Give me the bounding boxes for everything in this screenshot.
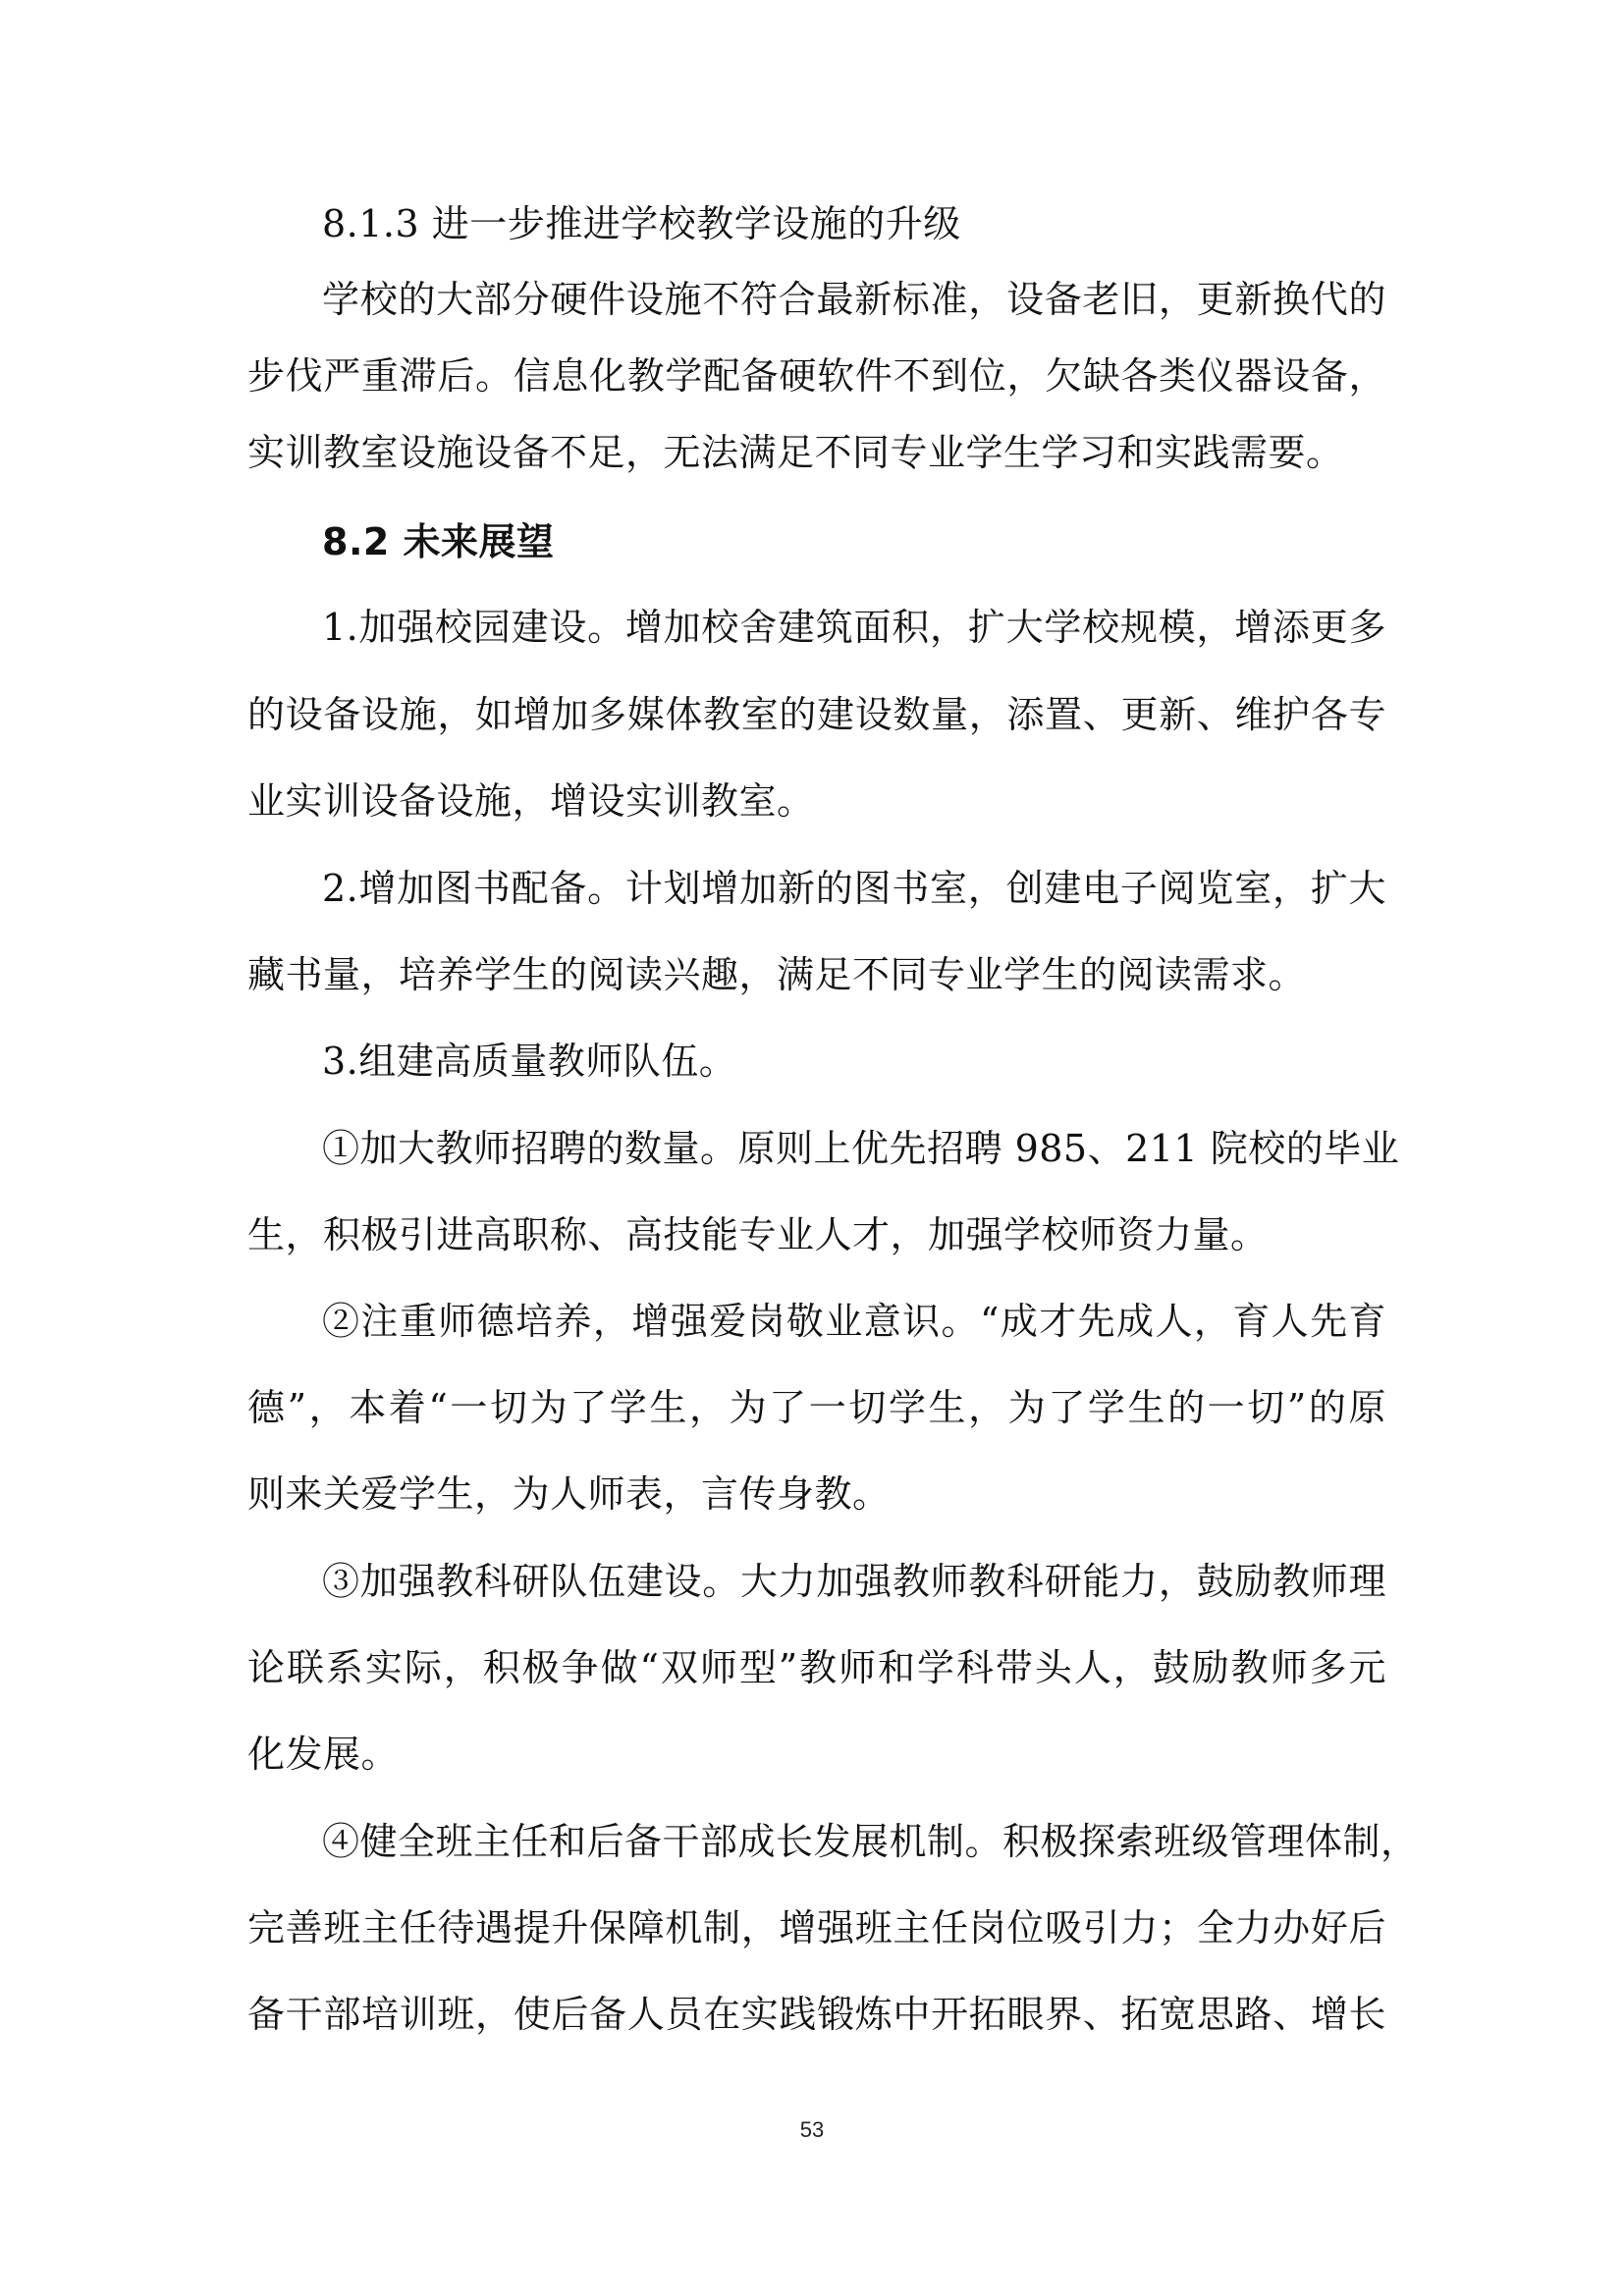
- paragraph-line: ②注重师德培养，增强爱岗敬业意识。“成才先成人，育人先育: [322, 1300, 1386, 1343]
- paragraph-line: 业实训设备设施，增设实训教室。: [247, 779, 815, 823]
- paragraph-line: 完善班主任待遇提升保障机制，增强班主任岗位吸引力；全力办好后: [247, 1906, 1386, 1949]
- paragraph-line: ④健全班主任和后备干部成长发展机制。积极探索班级管理体制，: [322, 1820, 1419, 1863]
- paragraph-line: 则来关爱学生，为人师表，言传身教。: [247, 1472, 891, 1516]
- paragraph-line: 1.加强校园建设。增加校舍建筑面积，扩大学校规模，增添更多: [322, 606, 1386, 649]
- paragraph-line: ①加大教师招聘的数量。原则上优先招聘 985、211 院校的毕业: [322, 1127, 1400, 1170]
- paragraph-line: 学校的大部分硬件设施不符合最新标准，设备老旧，更新换代的: [322, 278, 1386, 321]
- section-heading-8-1-3: 8.1.3 进一步推进学校教学设施的升级: [322, 202, 961, 245]
- paragraph-line: 步伐严重滞后。信息化教学配备硬软件不到位，欠缺各类仪器设备，: [247, 354, 1386, 398]
- paragraph-line: 藏书量，培养学生的阅读兴趣，满足不同专业学生的阅读需求。: [247, 953, 1307, 996]
- paragraph-line: 实训教室设施设备不足，无法满足不同专业学生学习和实践需要。: [247, 431, 1344, 474]
- page-number: 53: [799, 2117, 825, 2142]
- section-heading-8-2: 8.2 未来展望: [322, 520, 555, 563]
- paragraph-line: 2.增加图书配备。计划增加新的图书室，创建电子阅览室，扩大: [322, 867, 1386, 910]
- paragraph-line: 备干部培训班，使后备人员在实践锻炼中开拓眼界、拓宽思路、增长: [247, 1993, 1386, 2036]
- paragraph-line: 3.组建高质量教师队伍。: [322, 1040, 737, 1083]
- paragraph-line: 德”，本着“一切为了学生，为了一切学生，为了学生的一切”的原: [247, 1386, 1386, 1429]
- paragraph-line: ③加强教科研队伍建设。大力加强教师教科研能力，鼓励教师理: [322, 1560, 1386, 1603]
- paragraph-line: 生，积极引进高职称、高技能专业人才，加强学校师资力量。: [247, 1213, 1269, 1256]
- paragraph-line: 的设备设施，如增加多媒体教室的建设数量，添置、更新、维护各专: [247, 693, 1386, 736]
- paragraph-line: 化发展。: [247, 1733, 400, 1776]
- paragraph-line: 论联系实际，积极争做“双师型”教师和学科带头人，鼓励教师多元: [247, 1646, 1386, 1689]
